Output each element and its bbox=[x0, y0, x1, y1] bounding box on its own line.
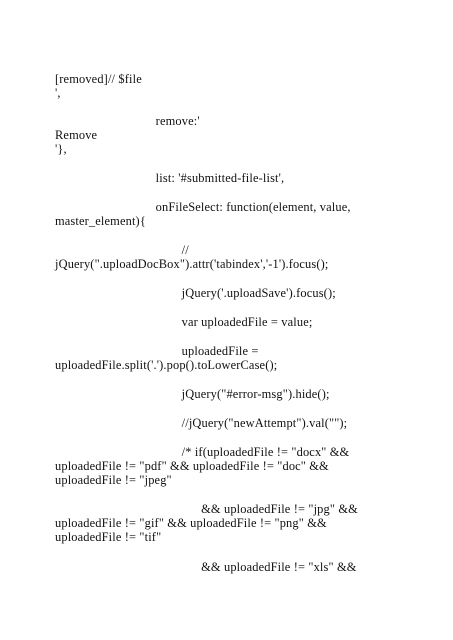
code-line: //jQuery("newAttempt").val(""); bbox=[55, 416, 348, 430]
code-line: master_element){ bbox=[55, 214, 146, 228]
code-line: uploadedFile = bbox=[55, 344, 259, 358]
code-line: jQuery(".uploadDocBox").attr('tabindex','-1').focus(); bbox=[55, 257, 329, 271]
code-line: uploadedFile != "gif" && uploadedFile != "png" && bbox=[55, 516, 327, 530]
code-line: // bbox=[55, 243, 189, 257]
code-line: var uploadedFile = value; bbox=[55, 315, 313, 329]
code-line: uploadedFile != "jpeg" bbox=[55, 473, 172, 487]
code-line: [removed]// $file bbox=[55, 72, 142, 86]
code-line: uploadedFile != "tif" bbox=[55, 530, 162, 544]
code-line: /* if(uploadedFile != "docx" && bbox=[55, 445, 350, 459]
code-line: && uploadedFile != "jpg" && bbox=[55, 502, 358, 516]
code-line: && uploadedFile != "xls" && bbox=[55, 560, 357, 574]
code-line: list: '#submitted-file-list', bbox=[55, 171, 285, 185]
code-line: jQuery('.uploadSave').focus(); bbox=[55, 286, 336, 300]
code-line: uploadedFile != "pdf" && uploadedFile != "doc" && bbox=[55, 459, 329, 473]
code-line: onFileSelect: function(element, value, bbox=[55, 200, 351, 214]
code-line: '}, bbox=[55, 142, 67, 156]
code-line: jQuery("#error-msg").hide(); bbox=[55, 387, 330, 401]
code-line: remove:' bbox=[55, 114, 200, 128]
code-line: uploadedFile.split('.').pop().toLowerCase(); bbox=[55, 358, 278, 372]
code-line: ', bbox=[55, 86, 61, 100]
code-line: Remove bbox=[55, 128, 98, 142]
